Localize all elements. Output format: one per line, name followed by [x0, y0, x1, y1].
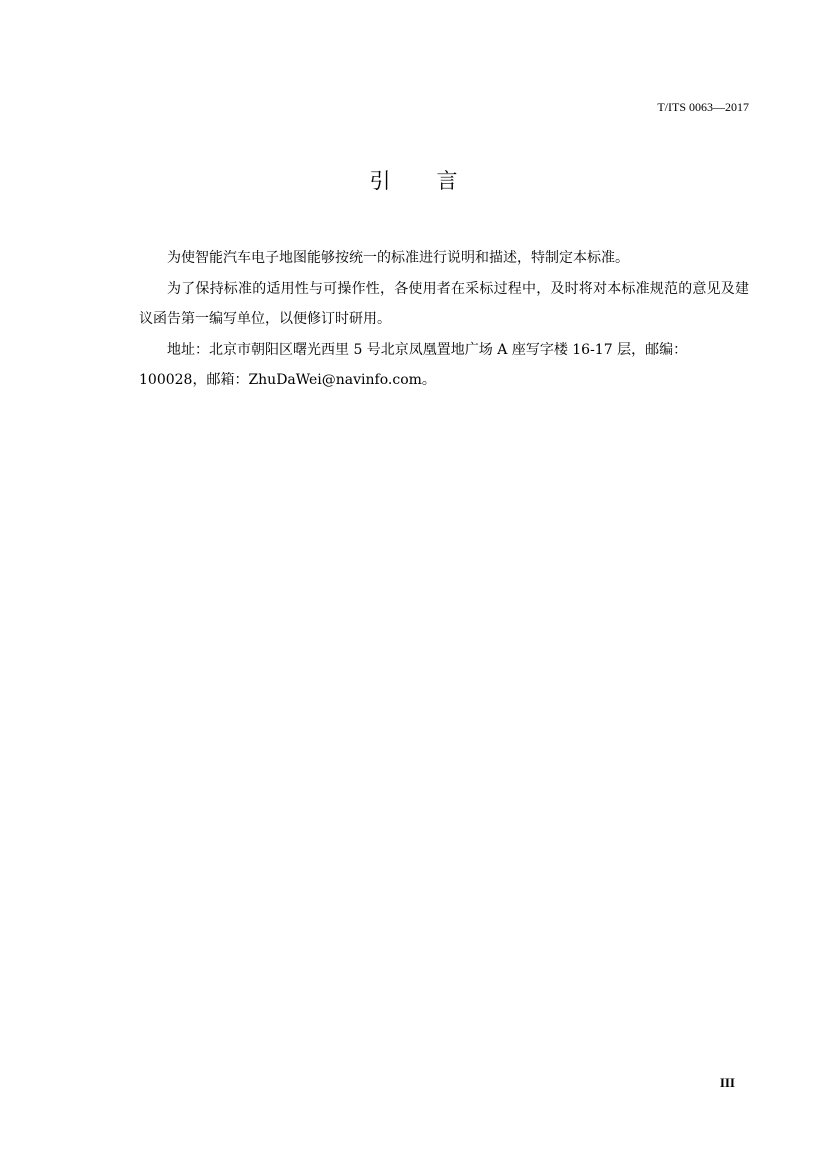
page-number: III	[719, 1075, 735, 1090]
paragraph-feedback: 为了保持标准的适用性与可操作性，各使用者在采标过程中，及时将对本标准规范的意见及建议函告第一编写单位，以便修订时研用。	[139, 280, 749, 327]
body-text	[139, 243, 749, 396]
paragraph-purpose: 为使智能汽车电子地图能够按统一的标准进行说明和描述，特制定本标准。	[167, 250, 629, 266]
section-title: 引言	[369, 169, 504, 193]
paragraph-contact-address: 地址：北京市朝阳区曙光西里 5 号北京凤凰置地广场 A 座写字楼 16-17 层，邮编：100028，邮箱：ZhuDaWei@navinfo.com。	[139, 341, 688, 388]
standard-code: T/ITS 0063—2017	[657, 100, 749, 114]
